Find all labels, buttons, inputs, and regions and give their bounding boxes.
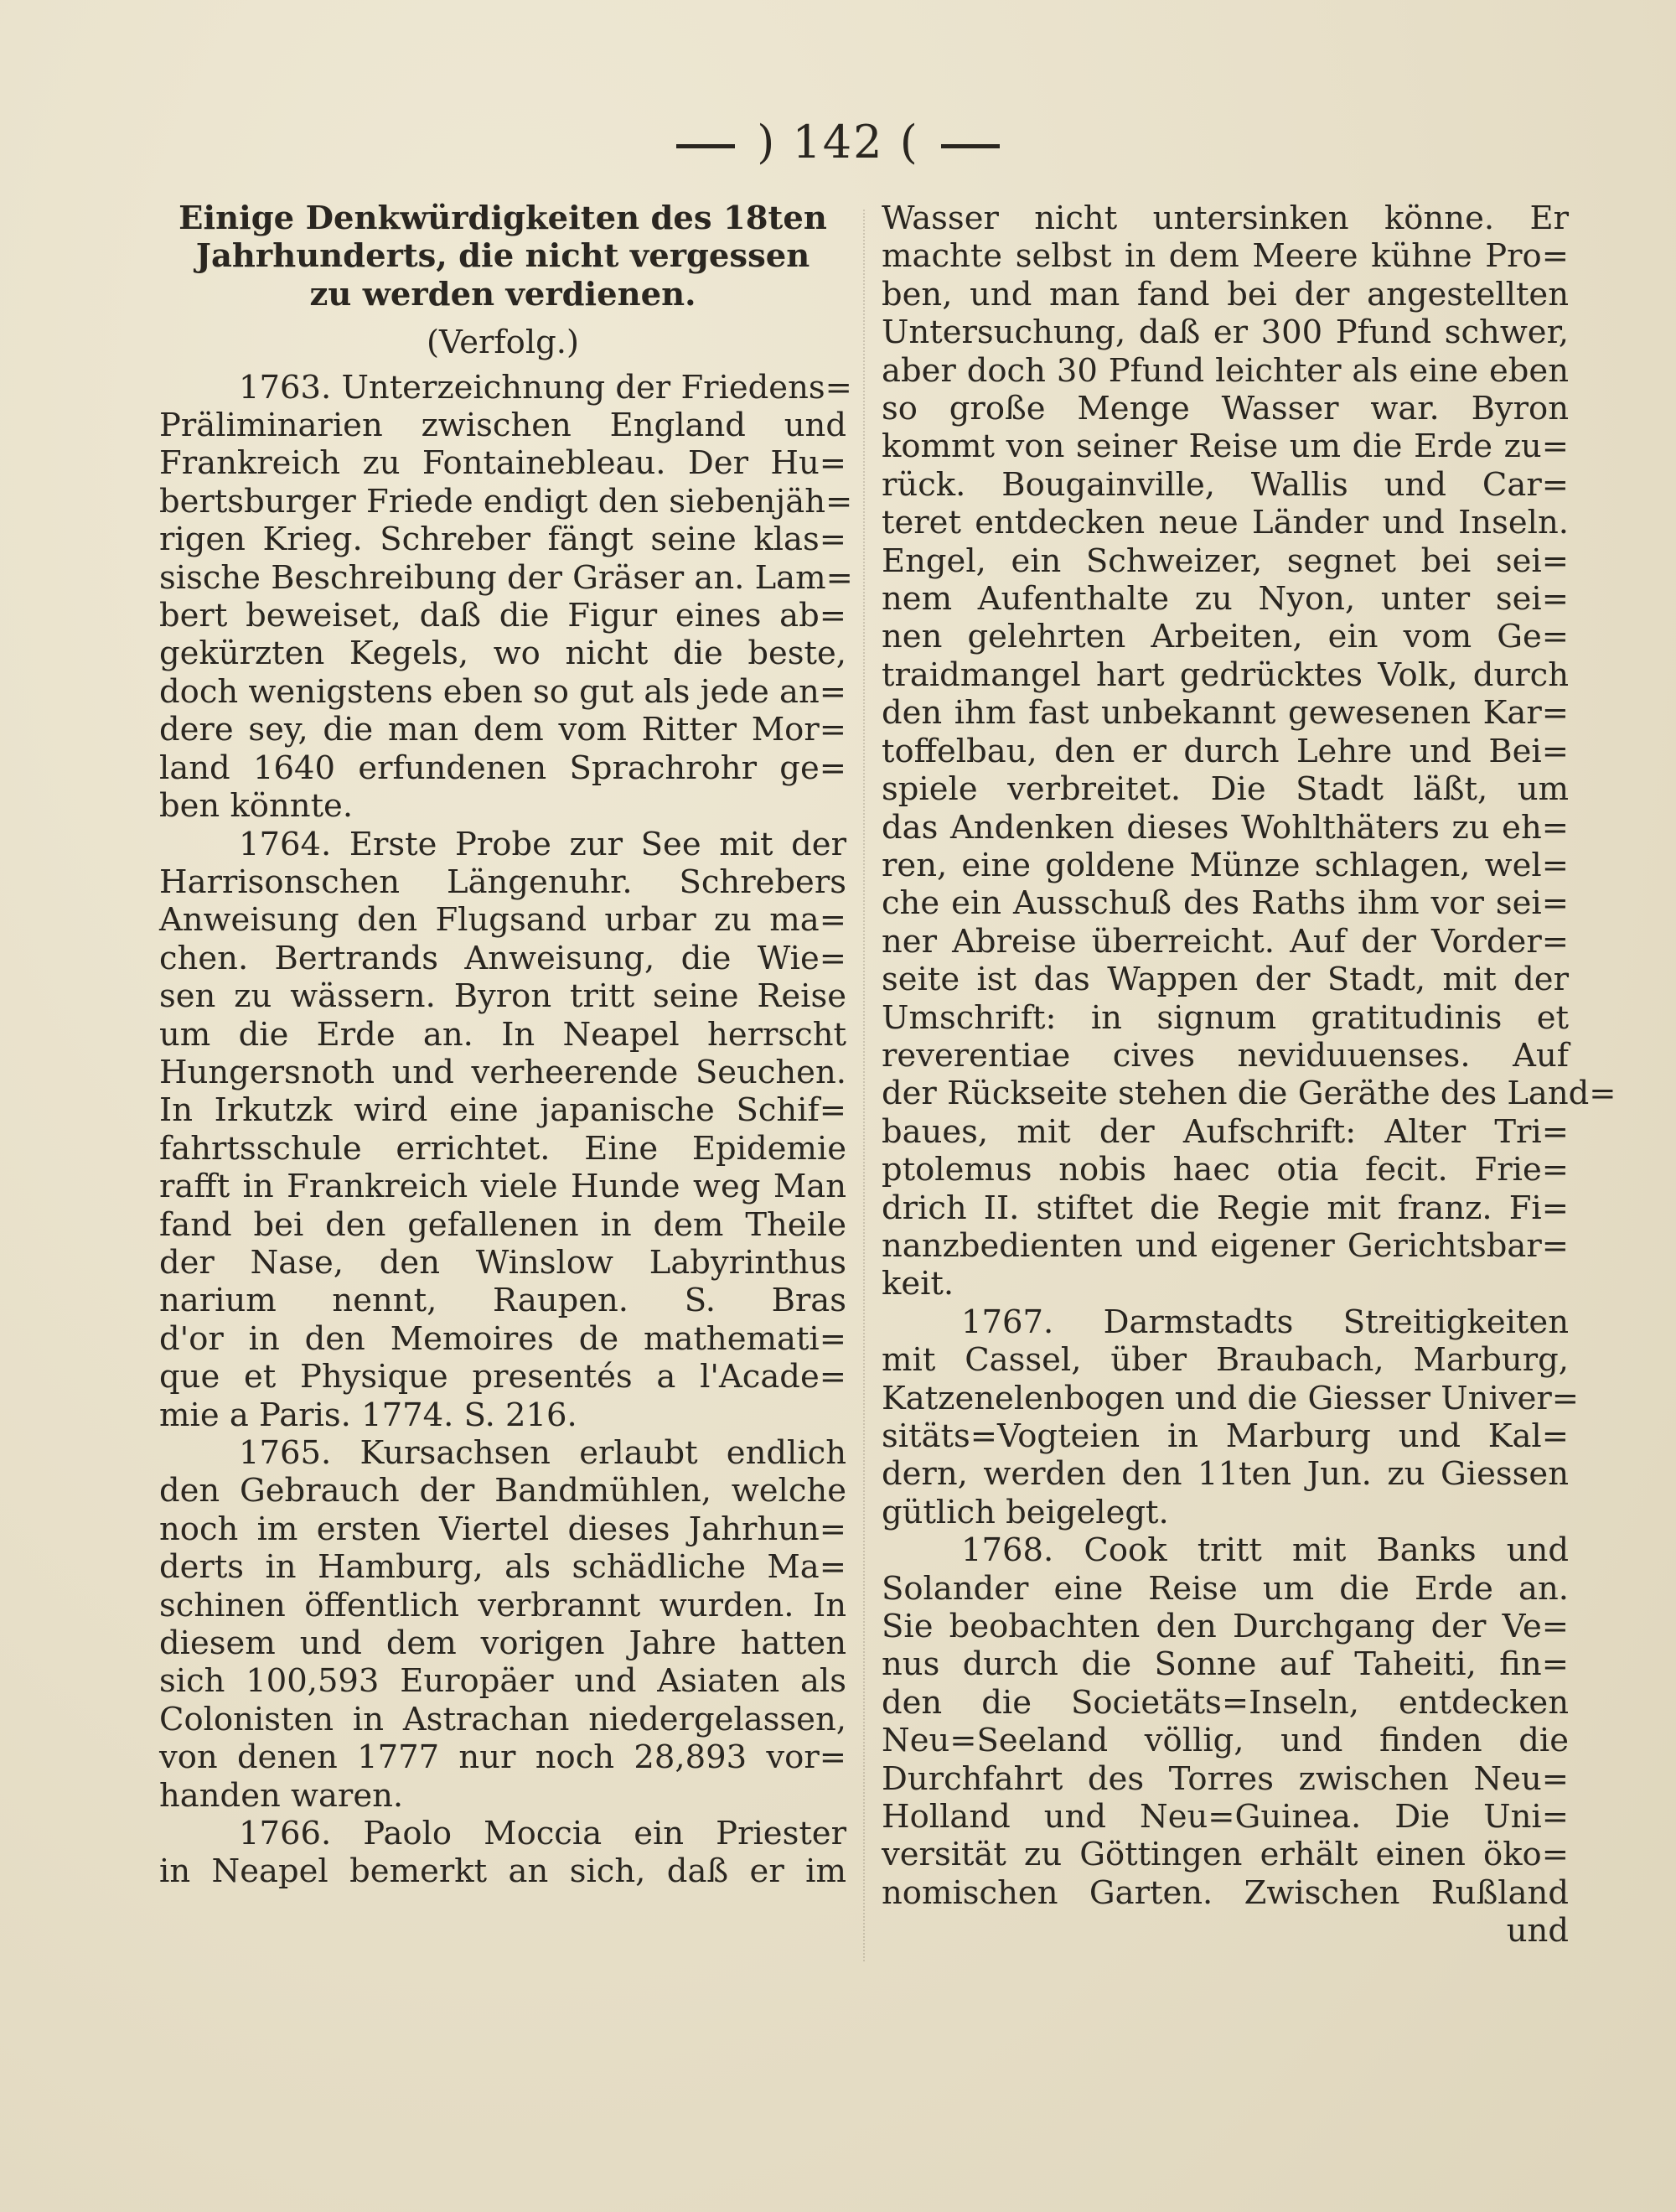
text-line: Frankreich zu Fontainebleau. Der Hu=	[159, 444, 846, 483]
text-line: der Nase, den Winslow Labyrinthus	[159, 1243, 846, 1282]
text-line: Katzenelenbogen und die Giesser Univer=	[882, 1379, 1580, 1417]
article-title	[159, 199, 846, 313]
text-line: mit Cassel, über Braubach, Marburg,	[882, 1341, 1569, 1380]
text-line: sich 100,593 Europäer und Asiaten als	[159, 1662, 846, 1701]
header-dash-left	[676, 144, 735, 148]
text-line: nomischen Garten. Zwischen Rußland	[882, 1873, 1569, 1912]
text-line: Umschrift: in signum gratitudinis et	[882, 998, 1569, 1037]
text-line: in Neapel bemerkt an sich, daß er im	[159, 1852, 846, 1891]
text-line: sitäts=Vogteien in Marburg und Kal=	[882, 1417, 1569, 1455]
text-line: 1763. Unterzeichnung der Friedens=	[239, 368, 852, 407]
text-line: rigen Krieg. Schreber fängt seine klas=	[159, 521, 846, 559]
text-line: sen zu wässern. Byron tritt seine Reise	[159, 977, 846, 1016]
page-number: 142	[792, 116, 884, 168]
text-line: von denen 1777 nur noch 28,893 vor=	[159, 1738, 846, 1777]
text-line: nen gelehrten Arbeiten, ein vom Ge=	[882, 618, 1569, 656]
text-line: ner Abreise überreicht. Auf der Vorder=	[882, 922, 1569, 961]
text-line: keit.	[882, 1265, 954, 1303]
text-line: um die Erde an. In Neapel herrscht	[159, 1015, 846, 1054]
text-line: Sie beobachten den Durchgang der Ve=	[882, 1608, 1569, 1646]
text-line: rafft in Frankreich viele Hunde weg Man	[159, 1168, 846, 1206]
text-line: bertsburger Friede endigt den siebenjäh=	[159, 482, 853, 521]
text-line: baues, mit der Aufschrift: Alter Tri=	[882, 1112, 1569, 1151]
text-line: gütlich beigelegt.	[882, 1493, 1169, 1531]
text-line: Solander eine Reise um die Erde an.	[882, 1569, 1569, 1608]
text-line: 1766. Paolo Moccia ein Priester	[239, 1815, 846, 1853]
text-line: land 1640 erfundenen Sprachrohr ge=	[159, 749, 846, 787]
text-line: dern, werden den 11ten Jun. zu Giessen	[882, 1455, 1569, 1494]
text-line: che ein Ausschuß des Raths ihm vor sei=	[882, 884, 1569, 923]
right-column	[882, 199, 1617, 1950]
text-line: derts in Hamburg, als schädliche Ma=	[159, 1548, 846, 1587]
text-line: nus durch die Sonne auf Taheiti, fin=	[882, 1645, 1569, 1684]
text-line: aber doch 30 Pfund leichter als eine eben	[882, 351, 1569, 390]
text-line: Harrisonschen Längenuhr. Schrebers	[159, 863, 846, 901]
text-line: rück. Bougainville, Wallis und Car=	[882, 465, 1569, 504]
text-line: Durchfahrt des Torres zwischen Neu=	[882, 1759, 1569, 1798]
title-line: Jahrhunderts, die nicht vergessen	[195, 237, 810, 276]
text-line: drich II. stiftet die Regie mit franz. Fi=	[882, 1189, 1569, 1227]
text-line: Engel, ein Schweizer, segnet bei sei=	[882, 541, 1569, 580]
text-line: Neu=Seeland völlig, und finden die	[882, 1722, 1569, 1760]
title-line: zu werden verdienen.	[309, 275, 696, 313]
text-line: In Irkutzk wird eine japanische Schif=	[159, 1091, 846, 1130]
text-line: den Gebrauch der Bandmühlen, welche	[159, 1472, 846, 1510]
text-line: chen. Bertrands Anweisung, die Wie=	[159, 939, 846, 977]
text-line: 1764. Erste Probe zur See mit der	[239, 825, 846, 863]
text-line: nem Aufenthalte zu Nyon, unter sei=	[882, 580, 1569, 619]
text-line: versität zu Göttingen erhält einen öko=	[882, 1836, 1569, 1874]
text-line: das Andenken dieses Wohlthäters zu eh=	[882, 808, 1569, 847]
text-line: ren, eine goldene Münze schlagen, wel=	[882, 846, 1569, 884]
text-line: toffelbau, den er durch Lehre und Bei=	[882, 732, 1569, 770]
text-line: bert beweiset, daß die Figur eines ab=	[159, 597, 846, 635]
text-line: und	[1506, 1912, 1569, 1950]
text-line: 1768. Cook tritt mit Banks und	[961, 1531, 1569, 1570]
text-line: traidmangel hart gedrücktes Volk, durch	[882, 655, 1569, 694]
text-line: Holland und Neu=Guinea. Die Uni=	[882, 1798, 1569, 1836]
left-column	[159, 199, 853, 1891]
text-line: Präliminarien zwischen England und	[159, 407, 846, 445]
text-line: doch wenigstens eben so gut als jede an=	[159, 672, 846, 711]
text-line: ptolemus nobis haec otia fecit. Frie=	[882, 1151, 1569, 1189]
text-line: spiele verbreitet. Die Stadt läßt, um	[882, 770, 1569, 809]
text-line: sische Beschreibung der Gräser an. Lam=	[159, 558, 853, 597]
text-line: schinen öffentlich verbrannt wurden. In	[159, 1586, 846, 1624]
text-line: den die Societäts=Inseln, entdecken	[882, 1683, 1569, 1722]
text-line: ben, und man fand bei der angestellten	[882, 275, 1569, 313]
text-line: fahrtsschule errichtet. Eine Epidemie	[159, 1129, 846, 1168]
header-paren-right: (	[883, 116, 919, 168]
text-line: Untersuchung, daß er 300 Pfund schwer,	[882, 313, 1569, 352]
left-column-text	[159, 368, 853, 1891]
text-line: der Rückseite stehen die Geräthe des Land=	[882, 1075, 1617, 1113]
text-line: Colonisten in Astrachan niedergelassen,	[159, 1700, 846, 1738]
text-line: seite ist das Wappen der Stadt, mit der	[882, 961, 1569, 999]
title-line: Einige Denkwürdigkeiten des 18ten	[178, 199, 827, 237]
column-gutter	[863, 210, 865, 1961]
text-line: dere sey, die man dem vom Ritter Mor=	[159, 711, 846, 749]
page-header	[0, 116, 1676, 168]
text-line: fand bei den gefallenen in dem Theile	[159, 1205, 846, 1244]
text-line: teret entdecken neue Länder und Inseln.	[882, 504, 1569, 542]
text-line: mie a Paris. 1774. S. 216.	[159, 1396, 577, 1434]
text-line: noch im ersten Viertel dieses Jahrhun=	[159, 1510, 846, 1548]
text-line: den ihm fast unbekannt gewesenen Kar=	[882, 694, 1569, 733]
text-line: nanzbedienten und eigener Gerichtsbar=	[882, 1226, 1569, 1265]
text-line: handen waren.	[159, 1776, 404, 1815]
text-line: gekürzten Kegels, wo nicht die beste,	[159, 635, 846, 673]
text-line: machte selbst in dem Meere kühne Pro=	[882, 237, 1569, 276]
text-line: que et Physique presentés a l'Acade=	[159, 1358, 846, 1396]
text-line: so große Menge Wasser war. Byron	[882, 390, 1569, 428]
right-column-text	[882, 199, 1617, 1950]
text-line: ben könnte.	[159, 787, 354, 826]
text-line: narium nennt, Raupen. S. Bras	[159, 1282, 846, 1320]
header-paren-left: )	[757, 116, 793, 168]
text-line: Hungersnoth und verheerende Seuchen.	[159, 1053, 846, 1091]
text-line: diesem und dem vorigen Jahre hatten	[159, 1624, 846, 1663]
text-line: Anweisung den Flugsand urbar zu ma=	[159, 901, 846, 940]
header-dash-right	[941, 144, 1000, 148]
text-line: kommt von seiner Reise um die Erde zu=	[882, 427, 1569, 466]
text-line: Wasser nicht untersinken könne. Er	[882, 199, 1569, 237]
text-line: 1767. Darmstadts Streitigkeiten	[961, 1303, 1569, 1341]
continued-label: (Verfolg.)	[426, 324, 580, 362]
text-line: d'or in den Memoires de mathemati=	[159, 1319, 846, 1358]
text-line: 1765. Kursachsen erlaubt endlich	[239, 1434, 846, 1472]
text-line: reverentiae cives neviduuenses. Auf	[882, 1036, 1569, 1075]
